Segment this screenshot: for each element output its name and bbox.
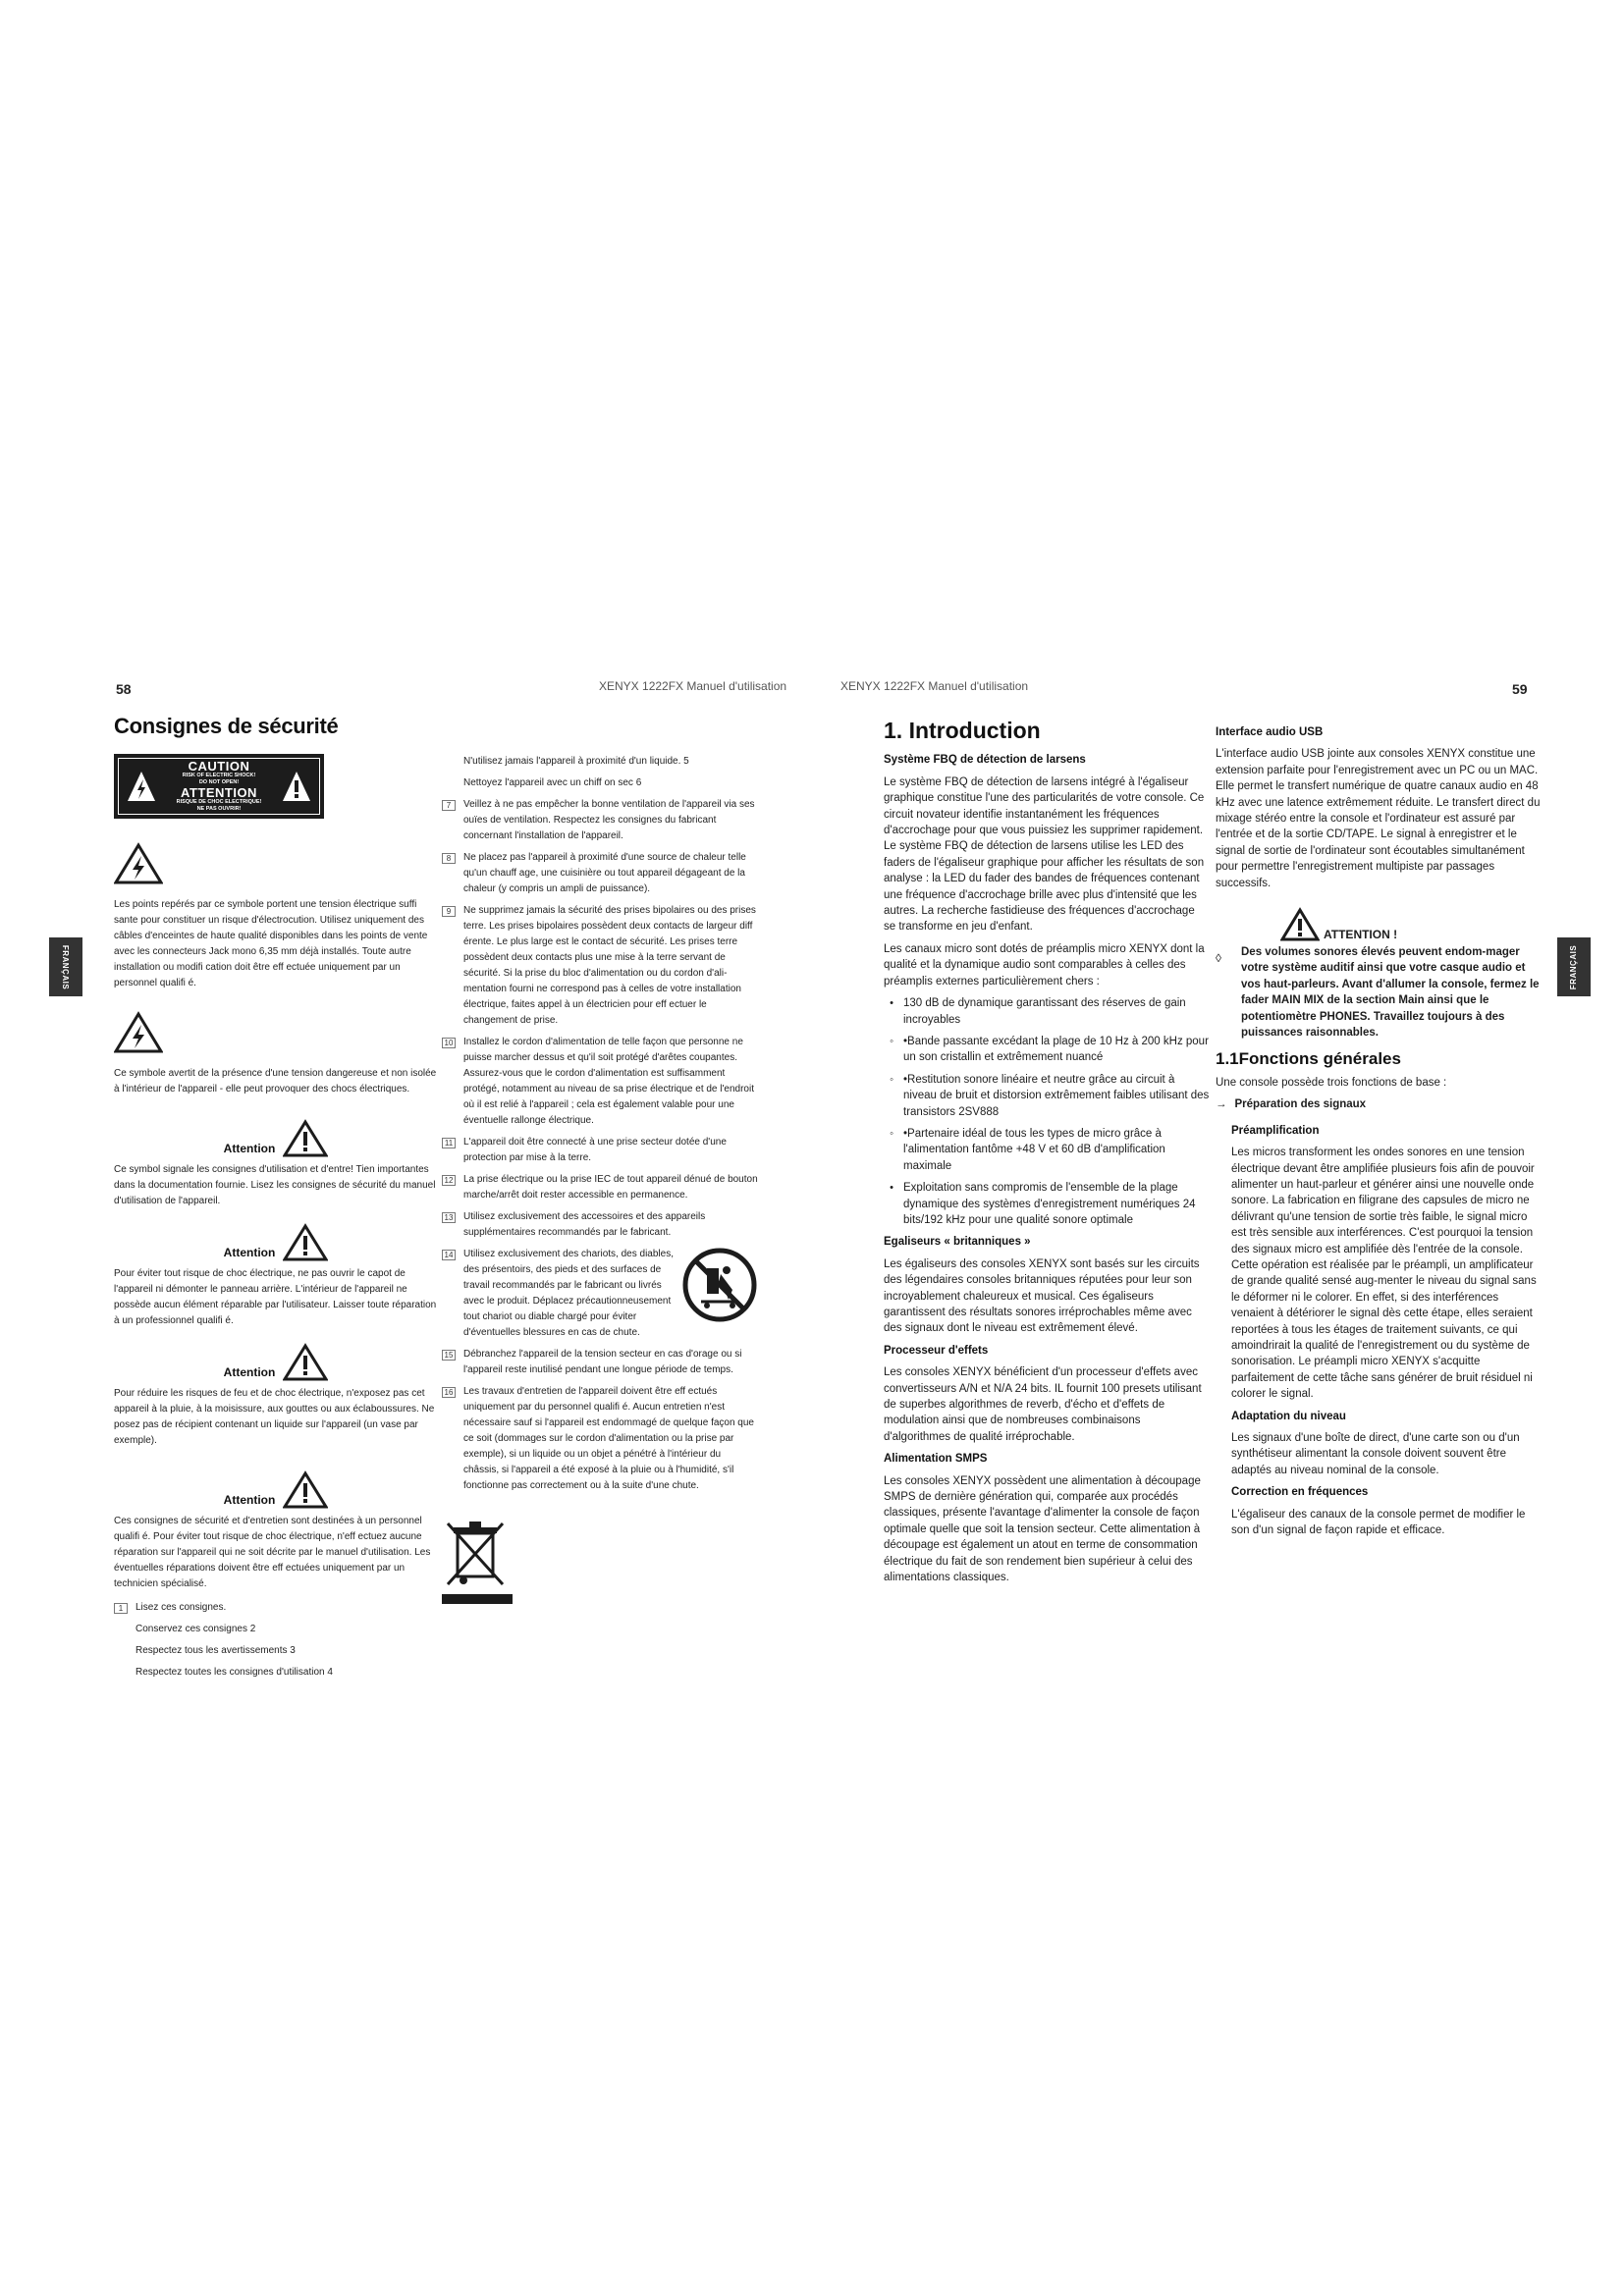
- attention-callout-title: ATTENTION !: [1324, 927, 1398, 941]
- preparation-item: [1216, 1096, 1542, 1112]
- arrow-right-icon: →: [1216, 1098, 1227, 1111]
- item-text: L'appareil doit être connecté à une prise secteur dotée d'une protection par mise à la terre.: [463, 1137, 727, 1163]
- preamp-features-list: [884, 995, 1210, 1228]
- list-item: [442, 797, 758, 844]
- list-item: [114, 1622, 438, 1637]
- item-number: 7: [442, 800, 456, 811]
- cart-warning-icon: [681, 1247, 758, 1323]
- exclamation-warning-icon: [282, 770, 311, 803]
- exclamation-triangle-icon: [283, 1343, 328, 1382]
- item-number: 15: [442, 1350, 456, 1361]
- left-language-tab-label: FRANÇAIS: [61, 944, 71, 989]
- list-item: [114, 1665, 438, 1681]
- caution-word: CAUTION: [188, 759, 250, 774]
- list-item: [442, 1247, 758, 1341]
- safety-column-1: [114, 714, 438, 1686]
- attention-heading-2: [114, 1223, 438, 1262]
- functions-subsections: [1216, 1123, 1542, 1539]
- right-page-number: 59: [1512, 681, 1528, 697]
- preamp-paragraph: Les canaux micro sont dotés de préamplis micro XENYX dont la qualité et la dynamique audio sont comparables à celles des préamplis externes particulièrement chers :: [884, 942, 1205, 988]
- item-text: N'utilisez jamais l'appareil à proximité d'un liquide. 5: [463, 756, 689, 767]
- item-number: [442, 757, 456, 768]
- list-item: [884, 1034, 1210, 1066]
- bullet-text: 130 dB de dynamique garantissant des réserves de gain incroyables: [903, 997, 1186, 1026]
- attention-heading-1: [114, 1119, 438, 1158]
- item-number: 16: [442, 1387, 456, 1398]
- bullet-text: •Restitution sonore linéaire et neutre grâce au circuit à niveau de bruit et distorsion extrêmement faibles utilisant des transistors 2SV888: [903, 1073, 1210, 1118]
- item-text: Ne supprimez jamais la sécurité des prises bipolaires ou des prises terre. Les prises bipolaires possèdent deux contacts de largeur diff érente. Le plus large est le contact de sécurité. Les prises terre possèdent deux contacts plus une mise à la terre servant de sécurité. Si la prise du bloc d'alimentation ou du cordon d'ali-mentation fourni ne correspond pas à celles de votre installation électrique, faites appel à un électricien pour eff ectuer le changement de prise.: [463, 905, 756, 1026]
- eq-heading: Egaliseurs « britanniques »: [884, 1236, 1031, 1249]
- bullet-marker: •: [890, 1182, 893, 1195]
- right-language-tab: [1557, 937, 1591, 996]
- list-item: [442, 1347, 758, 1378]
- item-text: Ne placez pas l'appareil à proximité d'une source de chaleur telle qu'un chauff age, une cuisinière ou tout appareil dégageant de la chaleur (y compris un ampli de puissance).: [463, 852, 746, 894]
- list-item: [884, 1126, 1210, 1174]
- preampli-heading: Préamplification: [1231, 1124, 1320, 1137]
- attention-paragraph-1: Ce symbol signale les consignes d'utilisation et d'entre! Tien importantes dans la documentation fournie. Lisez les consignes de sécurité du manuel d'utilisation de l'appareil.: [114, 1164, 436, 1206]
- level-heading: Adaptation du niveau: [1231, 1410, 1346, 1422]
- attention-sub1: RISQUE DE CHOC ELECTRIQUE!: [176, 799, 262, 805]
- attention-heading-4: [114, 1470, 438, 1510]
- freq-paragraph: L'égaliseur des canaux de la console permet de modifier le son d'un signal de façon rapide et efficace.: [1231, 1508, 1526, 1537]
- item-text-with-figure: [463, 1247, 758, 1341]
- left-language-tab: [49, 937, 82, 996]
- item-number: 12: [442, 1175, 456, 1186]
- intro-paragraph-1: Les points repérés par ce symbole portent une tension électrique suffi sante pour constituer un risque d'électrocution. Utilisez uniquement des câbles d'enceintes de haute qualité disponibles dans les points de vente avec les connecteurs Jack mono 6,35 mm déjà installés. Toute autre installation ou modifi cation doit être eff ectuée uniquement par un personnel qualifi é.: [114, 899, 428, 988]
- item-text: Utilisez exclusivement des accessoires et des appareils supplémentaires recommandés par le fabricant.: [463, 1211, 706, 1238]
- fbq-heading: Système FBQ de détection de larsens: [884, 754, 1086, 767]
- fbq-paragraph: Le système FBQ de détection de larsens intégré à l'égaliseur graphique constitue l'une des particularités de votre console. Ce circuit novateur identifie instantanément les fréquences d'accrochage pour que vous puissiez les supprimer rapidement. Le système FBQ de détection de larsens utilise les LED des faders de l'égaliseur graphique pour afficher les résultats de son analyse : la LED du fader des bandes de fréquences contenant une fréquence d'accrochage brille avec plus d'intensité que les autres. La recherche fastidieuse des fréquences d'accrochage se transforme en jeu d'enfant.: [884, 775, 1205, 934]
- right-language-tab-label: FRANÇAIS: [1569, 944, 1579, 989]
- item-number: 8: [442, 853, 456, 864]
- left-page-header: XENYX 1222FX Manuel d'utilisation: [599, 679, 787, 693]
- caution-sub2: DO NOT OPEN!: [198, 778, 240, 785]
- item-number: 1: [114, 1603, 128, 1614]
- item-number: [442, 778, 456, 789]
- attention-label: Attention: [223, 1246, 276, 1259]
- smps-paragraph: Les consoles XENYX possèdent une alimentation à découpage SMPS de dernière génération qui, comparée aux procédés classiques, présente l'avantage d'alimenter la console de façon optimale quelle que soit la tension secteur. Cette alimentation à découpage est également un atout en terme de consommation électrique du fait de son rendement bien supérieur à celui des alimentations classiques.: [884, 1474, 1201, 1584]
- item-number: 10: [442, 1038, 456, 1048]
- intro-title: 1. Introduction: [884, 718, 1041, 743]
- list-item: [884, 1180, 1210, 1228]
- attention-paragraph-3: Pour réduire les risques de feu et de choc électrique, n'exposez pas cet appareil à la pluie, à la moisissure, aux gouttes ou aux éclaboussures. Ne posez pas de récipient contenant un liquide sur l'appareil (un vase par exemple).: [114, 1388, 435, 1446]
- fx-heading: Processeur d'effets: [884, 1344, 989, 1357]
- page-title: Consignes de sécurité: [114, 714, 339, 738]
- attention-callout: [1216, 907, 1542, 1041]
- intro-column-2: [1216, 724, 1542, 1544]
- right-page-header: XENYX 1222FX Manuel d'utilisation: [840, 679, 1029, 693]
- item-number: 11: [442, 1138, 456, 1148]
- list-item: [442, 1135, 758, 1166]
- functions-heading: 1.1Fonctions générales: [1216, 1048, 1401, 1068]
- exclamation-triangle-icon: [283, 1223, 328, 1262]
- attention-paragraph-2: Pour éviter tout risque de choc électrique, ne pas ouvrir le capot de l'appareil ni démonter le panneau arrière. L'intérieur de l'appareil ne possède aucun élément réparable par l'utilisateur. Laisser toute réparation à un professionnel qualifi é.: [114, 1268, 437, 1326]
- caution-label-text: [156, 760, 282, 813]
- safety-list-b: [442, 754, 758, 1494]
- item-text: Veillez à ne pas empêcher la bonne ventilation de l'appareil via ses ouïes de ventilation. Respectez les consignes du fabricant concernant l'installation de l'appareil.: [463, 799, 755, 841]
- item-number: [114, 1646, 128, 1657]
- caution-label-box: [114, 754, 324, 819]
- item-text: Respectez toutes les consignes d'utilisation 4: [135, 1667, 333, 1678]
- functions-intro: Une console possède trois fonctions de base :: [1216, 1076, 1447, 1089]
- item-number: 9: [442, 906, 456, 917]
- item-text: Débranchez l'appareil de la tension secteur en cas d'orage ou si l'appareil reste inutilisé pendant une longue période de temps.: [463, 1349, 742, 1375]
- list-item: [442, 754, 758, 770]
- item-text: La prise électrique ou la prise IEC de tout appareil dénué de bouton marche/arrêt doit rester accessible en permanence.: [463, 1174, 758, 1201]
- safety-column-2: [442, 754, 758, 1612]
- caution-sub1: RISK OF ELECTRIC SHOCK!: [182, 773, 256, 778]
- lightning-triangle-icon: [114, 1011, 163, 1054]
- attention-callout-body: [1241, 907, 1542, 1041]
- item-text: Nettoyez l'appareil avec un chiff on sec 6: [463, 777, 642, 788]
- attention-paragraph-4: Ces consignes de sécurité et d'entretien sont destinées à un personnel qualifi é. Pour éviter tout risque de choc électrique, n'eff ectuez aucune réparation sur l'appareil qui ne soit décrite par le manuel d'utilisation. Les éventuelles réparations doivent être eff ectuées uniquement par un technicien spécialisé.: [114, 1516, 431, 1589]
- attention-heading-3: [114, 1343, 438, 1382]
- preampli-paragraph: Les micros transforment les ondes sonores en une tension électrique devant être amplifiée plusieurs fois afin de pouvoir alimenter un haut-parleur et générer ainsi une nouvelle onde sonore. La fabrication en filigrane des capsules de micro ne délivrant qu'une tension de sortie très faible, le signal micro est très sensible aux interférences. C'est pourquoi la tension des signaux micro est amplifiée dès l'entrée de la console. Cette opération est réalisée par le préampli, un amplificateur de grande qualité sensé aug-menter le niveau du signal sans le déformer ni le colorer. En effet, si des interférences venaient à détériorer le signal dès cette étape, elles seraient reportées à tous les étages de traitement suivants, ce qui amoindrirait la qualité de l'enregistrement ou du système de sonorisation. Le préampli micro XENYX s'acquitte parfaitement de cette tâche sans générer de bruit résiduel ni colorer le signal.: [1231, 1147, 1537, 1401]
- exclamation-triangle-icon: [283, 1470, 328, 1510]
- bullet-marker: ◦: [890, 1127, 893, 1140]
- intro-paragraph-2: Ce symbole avertit de la présence d'une tension dangereuse et non isolée à l'intérieur de l'appareil - elle peut provoquer des chocs électriques.: [114, 1068, 437, 1095]
- lightning-warning-icon: [127, 770, 156, 803]
- item-text: Les travaux d'entretien de l'appareil doivent être eff ectués uniquement par du personnel qualifi é. Aucun entretien n'est nécessaire sauf si l'appareil est endommagé de quelque façon que ce soit (dommages sur le cordon d'alimentation ou la prise par exemple), si un liquide ou un objet a pénétré à l'intérieur du châssis, si l'appareil a été exposé à la pluie ou à l'humidité, s'il fonctionne pas correctement ou à la suite d'une chute.: [463, 1386, 754, 1491]
- attention-label: Attention: [223, 1365, 276, 1379]
- level-paragraph: Les signaux d'une boîte de direct, d'une carte son ou d'un synthétiseur alimentant la console doivent souvent être adaptés au niveau nominal de la console.: [1231, 1432, 1520, 1476]
- list-item: [442, 1035, 758, 1129]
- freq-heading: Correction en fréquences: [1231, 1486, 1369, 1499]
- item-number: 13: [442, 1212, 456, 1223]
- eq-paragraph: Les égaliseurs des consoles XENYX sont basés sur les circuits des légendaires consoles britanniques réputées pour leur son incroyablement chaleureux et musical. Ces égaliseurs garantissent des résultats sonores irréprochables même avec des signaux dont le niveau est extrêmement élevé.: [884, 1257, 1200, 1335]
- weee-crossed-bin-icon: [442, 1516, 513, 1606]
- fx-paragraph: Les consoles XENYX bénéficient d'un processeur d'effets avec convertisseurs A/N et N/A 24 bits. IL fournit 100 presets utilisant de superbes algorithmes de reverb, d'écho et d'effets de modulation ainsi que de nombreuses combinaisons d'algorithmes de qualité irréprochable.: [884, 1366, 1202, 1443]
- item-number: 14: [442, 1250, 456, 1260]
- bullet-text: •Partenaire idéal de tous les types de micro grâce à l'alimentation fantôme +48 V et 60 dB d'amplification maximale: [903, 1127, 1165, 1172]
- item-text: Respectez tous les avertissements 3: [135, 1645, 296, 1656]
- arrow-right-icon: ◊: [1216, 951, 1221, 966]
- exclamation-triangle-icon: [1280, 907, 1320, 942]
- safety-list-a: [114, 1600, 438, 1681]
- item-text: Utilisez exclusivement des chariots, des diables, des présentoirs, des pieds et des surfaces de travail recommandés par le fabricant ou livrés avec le produit. Déplacez précautionneusement tout chariot ou diable chargé pour éviter d'éventuelles blessures en cas de chute.: [463, 1249, 674, 1338]
- intro-column-1: [884, 718, 1210, 1592]
- item-text: Conservez ces consignes 2: [135, 1624, 256, 1634]
- bullet-text: Exploitation sans compromis de l'ensemble de la plage dynamique des systèmes d'enregistrement numériques 24 bits/192 kHz pour une qualité sonore optimale: [903, 1182, 1196, 1226]
- usb-heading: Interface audio USB: [1216, 726, 1324, 738]
- item-text: Lisez ces consignes.: [135, 1602, 227, 1613]
- list-item: [442, 850, 758, 897]
- list-item: [442, 775, 758, 791]
- list-item: [442, 1384, 758, 1494]
- left-page-number: 58: [116, 681, 132, 697]
- item-number: [114, 1668, 128, 1679]
- item-number: [114, 1625, 128, 1635]
- list-item: [884, 1072, 1210, 1120]
- exclamation-triangle-icon: [283, 1119, 328, 1158]
- attention-word-label: ATTENTION: [181, 785, 257, 800]
- attention-label: Attention: [223, 1493, 276, 1507]
- item-text: Installez le cordon d'alimentation de telle façon que personne ne puisse marcher dessus et qu'il soit protégé d'arêtes coupantes. Assurez-vous que le cordon d'alimentation est suffisamment protégé, notamment au niveau de sa prise électrique et de l'endroit où il est relié à l'appareil ; cela est également valable pour une éventuelle rallonge électrique.: [463, 1037, 754, 1126]
- attention-callout-icon-wrap: [1216, 907, 1237, 1041]
- attention-callout-title-row: [1280, 907, 1542, 942]
- bullet-marker: ◦: [890, 1035, 893, 1047]
- lightning-triangle-icon: [114, 842, 163, 885]
- caution-label: [114, 754, 438, 819]
- list-item: [442, 1172, 758, 1203]
- list-item: [114, 1643, 438, 1659]
- attention-label: Attention: [223, 1142, 276, 1155]
- smps-heading: Alimentation SMPS: [884, 1453, 988, 1466]
- attention-sub2: NE PAS OUVRIR!: [196, 805, 242, 812]
- list-item: [442, 1209, 758, 1241]
- list-item: [114, 1600, 438, 1616]
- attention-callout-text: Des volumes sonores élevés peuvent endom-mager votre système auditif ainsi que votre casque audio et vos haut-parleurs. Avant d'allumer la console, fermez le fader MAIN MIX de la section Main ainsi que le potentiomètre PHONES. Travaillez toujours à des puissances raisonnables.: [1241, 946, 1540, 1040]
- bullet-text: •Bande passante excédant la plage de 10 Hz à 200 kHz pour un son cristallin et extrêmement nuancé: [903, 1035, 1209, 1064]
- list-item: [442, 903, 758, 1029]
- list-item: [884, 995, 1210, 1028]
- bullet-marker: •: [890, 997, 893, 1010]
- preparation-label: Préparation des signaux: [1234, 1098, 1367, 1111]
- bullet-marker: ◦: [890, 1073, 893, 1086]
- usb-paragraph: L'interface audio USB jointe aux consoles XENYX constitue une extension parfaite pour l'enregistrement avec un PC ou un MAC. Elle permet le transfert numérique de quatre canaux audio en 48 kHz avec une latence extrêmement réduite. Le transfert direct du mixage stéréo entre la console et l'ordinateur est assuré par l'entrée et de la sortie CD/TAPE. Le signal à enregistrer et le signal de sortie de l'ordinateur sont écoutables simultanément pour permettre l'enregistrement multipiste par passages successifs.: [1216, 748, 1541, 889]
